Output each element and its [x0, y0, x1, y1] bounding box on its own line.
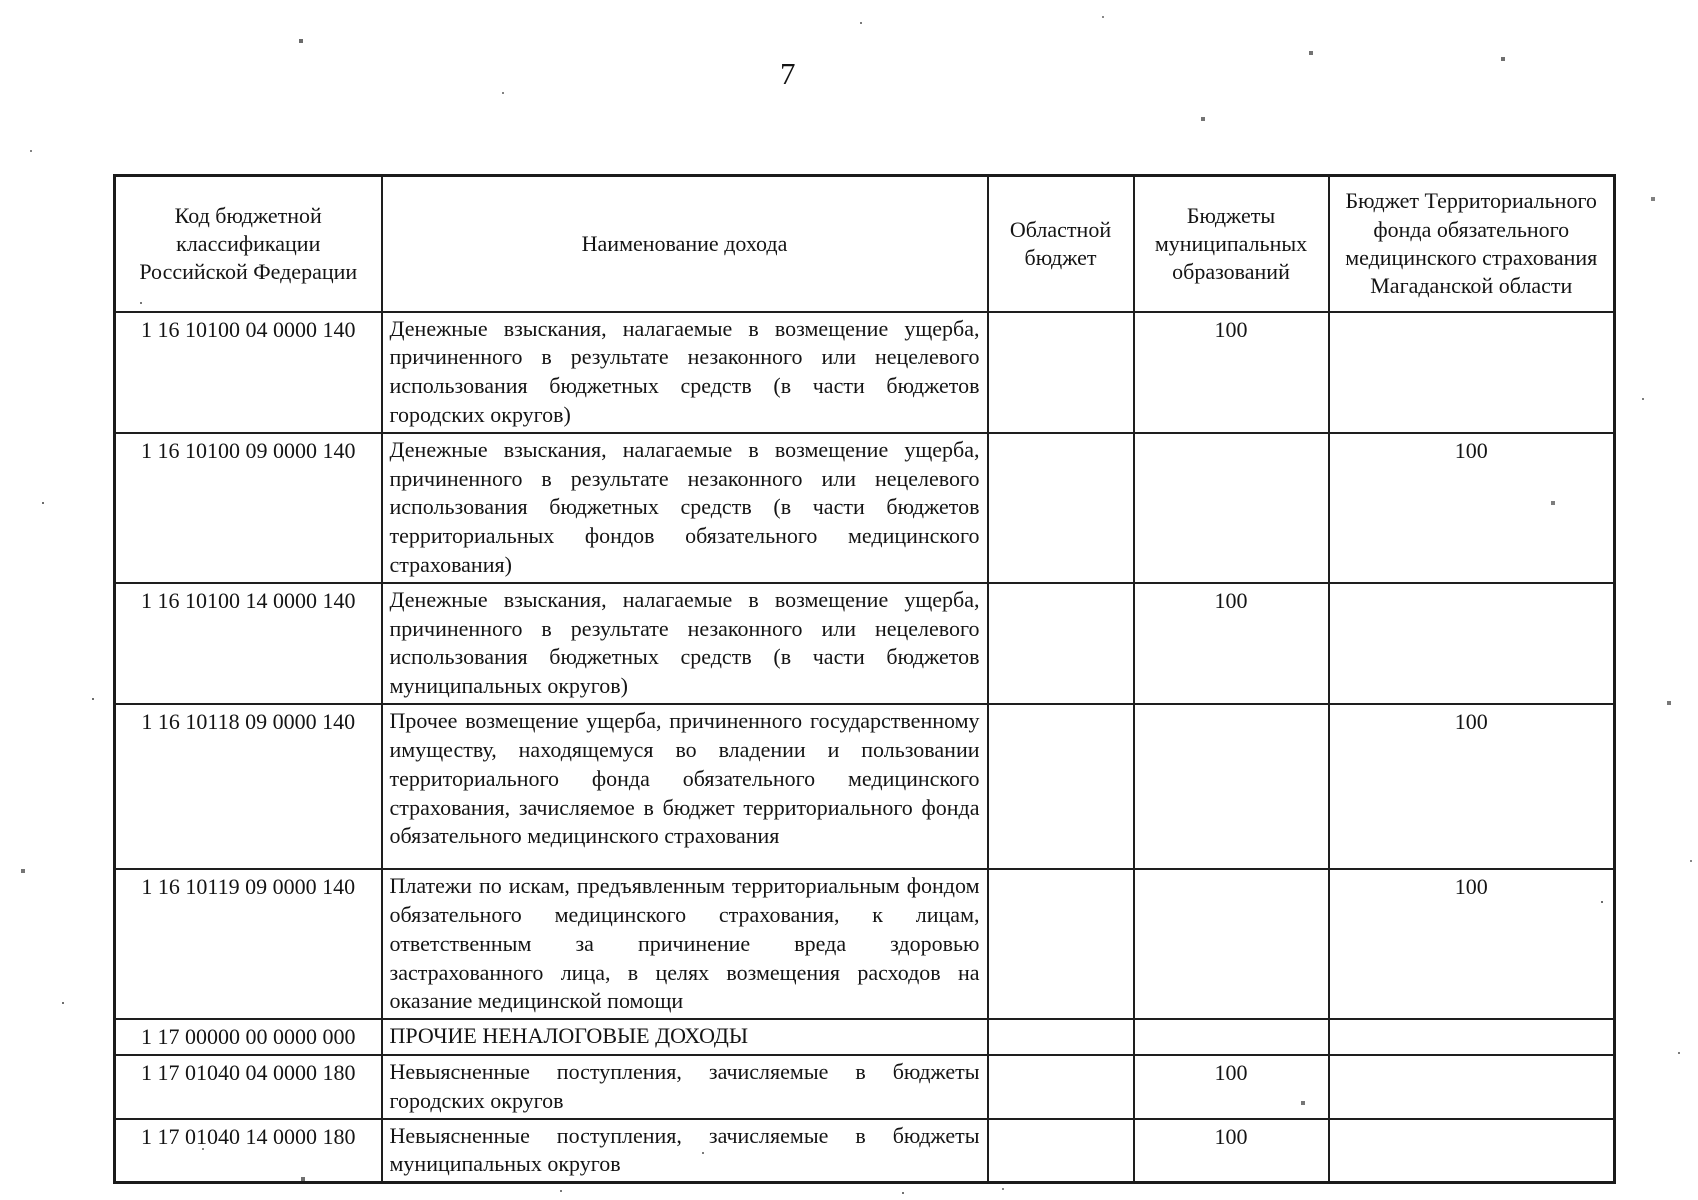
table-row — [115, 1055, 1615, 1119]
income-name-cell: Денежные взыскания, налагаемые в возмещение ущерба, причиненного в результате незаконного или нецелевого использования бюджетных средств (в части бюджетов городских округов) — [382, 312, 988, 433]
income-name-cell: Невыясненные поступления, зачисляемые в бюджеты муниципальных округов — [382, 1119, 988, 1183]
regional-value-cell — [988, 312, 1134, 433]
header-municipal-budgets: Бюджеты муниципальных образований — [1134, 176, 1329, 312]
budget-code-cell: 1 16 10118 09 0000 140 — [115, 704, 382, 869]
municipal-value-cell — [1134, 869, 1329, 1019]
income-name-cell: Невыясненные поступления, зачисляемые в бюджеты городских округов — [382, 1055, 988, 1119]
municipal-value-cell: 100 — [1134, 1055, 1329, 1119]
table-header-row — [115, 176, 1615, 312]
tfoms-value-cell — [1329, 1119, 1615, 1183]
regional-value-cell — [988, 1119, 1134, 1183]
tfoms-value-cell — [1329, 583, 1615, 704]
budget-code-cell: 1 17 00000 00 0000 000 — [115, 1019, 382, 1055]
income-name-cell: Денежные взыскания, налагаемые в возмещение ущерба, причиненного в результате незаконного или нецелевого использования бюджетных средств (в части бюджетов муниципальных округов) — [382, 583, 988, 704]
table-row — [115, 1019, 1615, 1055]
tfoms-value-cell: 100 — [1329, 704, 1615, 869]
municipal-value-cell — [1134, 433, 1329, 583]
tfoms-value-cell — [1329, 1019, 1615, 1055]
municipal-value-cell — [1134, 1019, 1329, 1055]
regional-value-cell — [988, 1019, 1134, 1055]
table-row — [115, 869, 1615, 1019]
header-budget-code: Код бюджетной классификации Российской Федерации — [115, 176, 382, 312]
income-name-cell: ПРОЧИЕ НЕНАЛОГОВЫЕ ДОХОДЫ — [382, 1019, 988, 1055]
municipal-value-cell — [1134, 704, 1329, 869]
regional-value-cell — [988, 583, 1134, 704]
tfoms-value-cell: 100 — [1329, 433, 1615, 583]
income-distribution-table — [113, 174, 1616, 1184]
table-row — [115, 583, 1615, 704]
header-regional-budget: Областной бюджет — [988, 176, 1134, 312]
table-row — [115, 312, 1615, 433]
page-number: 7 — [780, 56, 797, 91]
income-name-cell: Прочее возмещение ущерба, причиненного государственному имуществу, находящемуся во владении и пользовании территориального фонда обязательного медицинского страхования, зачисляемое в бюджет территориального фонда обязательного медицинского страхования — [382, 704, 988, 869]
regional-value-cell — [988, 433, 1134, 583]
budget-code-cell: 1 17 01040 04 0000 180 — [115, 1055, 382, 1119]
table-row — [115, 433, 1615, 583]
regional-value-cell — [988, 869, 1134, 1019]
income-name-cell: Денежные взыскания, налагаемые в возмещение ущерба, причиненного в результате незаконного или нецелевого использования бюджетных средств (в части бюджетов территориальных фондов обязательного медицинского страхования) — [382, 433, 988, 583]
municipal-value-cell: 100 — [1134, 312, 1329, 433]
tfoms-value-cell — [1329, 312, 1615, 433]
table-row — [115, 1119, 1615, 1183]
tfoms-value-cell: 100 — [1329, 869, 1615, 1019]
budget-code-cell: 1 16 10100 04 0000 140 — [115, 312, 382, 433]
municipal-value-cell: 100 — [1134, 1119, 1329, 1183]
scan-noise — [0, 0, 2, 2]
budget-code-cell: 1 16 10100 09 0000 140 — [115, 433, 382, 583]
tfoms-value-cell — [1329, 1055, 1615, 1119]
municipal-value-cell: 100 — [1134, 583, 1329, 704]
header-tfoms-budget: Бюджет Территориального фонда обязательного медицинского страхования Магаданской области — [1329, 176, 1615, 312]
income-name-cell: Платежи по искам, предъявленным территориальным фондом обязательного медицинского страхования, к лицам, ответственным за причинение вреда здоровью застрахованного лица, в целях возмещения расходов на оказание медицинской помощи — [382, 869, 988, 1019]
regional-value-cell — [988, 1055, 1134, 1119]
table-row — [115, 704, 1615, 869]
regional-value-cell — [988, 704, 1134, 869]
budget-code-cell: 1 16 10119 09 0000 140 — [115, 869, 382, 1019]
budget-code-cell: 1 16 10100 14 0000 140 — [115, 583, 382, 704]
header-income-name: Наименование дохода — [382, 176, 988, 312]
budget-code-cell: 1 17 01040 14 0000 180 — [115, 1119, 382, 1183]
